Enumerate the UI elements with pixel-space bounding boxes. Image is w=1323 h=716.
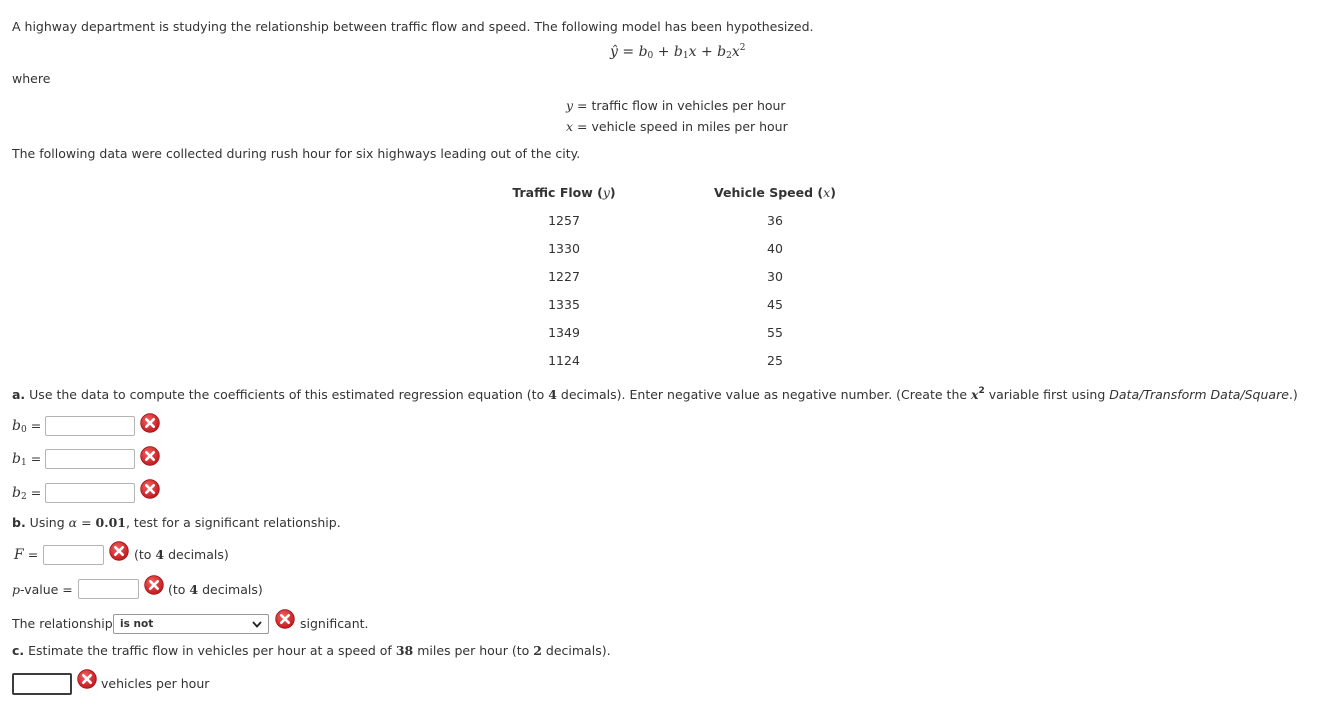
p-decimals-note: (to 4 decimals) — [168, 582, 263, 597]
f-label: F = — [14, 547, 39, 563]
data-intro-text: The following data were collected during rush hour for six highways leading out of the city. — [12, 146, 581, 161]
incorrect-x-icon — [140, 479, 160, 499]
incorrect-x-icon — [140, 413, 160, 433]
table-cell-flow: 1257 — [548, 213, 580, 228]
table-cell-flow: 1227 — [548, 269, 580, 284]
incorrect-x-icon — [109, 541, 129, 561]
part-c-instructions: c. Estimate the traffic flow in vehicles per hour at a speed of 38 miles per hour (to 2 decimals). — [12, 643, 611, 658]
incorrect-x-icon — [77, 669, 97, 689]
chevron-down-icon — [252, 621, 262, 628]
y-definition: y = traffic flow in vehicles per hour — [566, 98, 786, 113]
incorrect-x-icon — [140, 446, 160, 466]
table-cell-speed: 30 — [767, 269, 783, 284]
b1-label: $b_1$ = — [12, 451, 42, 468]
relationship-label: The relationship — [12, 616, 113, 631]
table-cell-flow: 1335 — [548, 297, 580, 312]
b0-input[interactable] — [45, 416, 135, 436]
table-header-vehicle-speed: Vehicle Speed (x) — [714, 185, 836, 200]
b1-input[interactable] — [45, 449, 135, 469]
x-definition: x = vehicle speed in miles per hour — [566, 119, 788, 134]
p-value-label: p-value = — [12, 582, 73, 597]
b0-label: $b_0$ = — [12, 418, 42, 435]
where-label: where — [12, 71, 51, 86]
table-cell-speed: 25 — [767, 353, 783, 368]
relationship-select[interactable] — [113, 614, 269, 634]
table-cell-speed: 40 — [767, 241, 783, 256]
intro-text: A highway department is studying the relationship between traffic flow and speed. The following model has been hypothesized. — [12, 19, 814, 34]
table-cell-flow: 1124 — [548, 353, 580, 368]
part-a-instructions: a. Use the data to compute the coefficients of this estimated regression equation (to 4 decimals). Enter negative value as negative number. (Create the $x^2$ variable first using Data/Transform Data/Square.) — [12, 386, 1298, 402]
b2-label: $b_2$ = — [12, 485, 42, 502]
traffic-flow-estimate-input[interactable] — [12, 673, 72, 695]
table-cell-flow: 1330 — [548, 241, 580, 256]
f-statistic-input[interactable] — [43, 545, 104, 565]
f-decimals-note: (to 4 decimals) — [134, 547, 229, 562]
b2-input[interactable] — [45, 483, 135, 503]
relationship-select-value: is not — [120, 618, 154, 630]
significant-text: significant. — [300, 616, 369, 631]
table-cell-speed: 45 — [767, 297, 783, 312]
table-cell-flow: 1349 — [548, 325, 580, 340]
p-value-input[interactable] — [78, 579, 139, 599]
incorrect-x-icon — [275, 609, 295, 629]
table-header-traffic-flow: Traffic Flow (y) — [512, 185, 616, 200]
model-equation: ŷ = $b_0 + b_1x + b_2x^2$ — [610, 43, 746, 61]
units-label: vehicles per hour — [101, 676, 210, 691]
part-b-instructions: b. Using α = 0.01, test for a significant relationship. — [12, 515, 341, 530]
table-cell-speed: 55 — [767, 325, 783, 340]
table-cell-speed: 36 — [767, 213, 783, 228]
incorrect-x-icon — [144, 575, 164, 595]
